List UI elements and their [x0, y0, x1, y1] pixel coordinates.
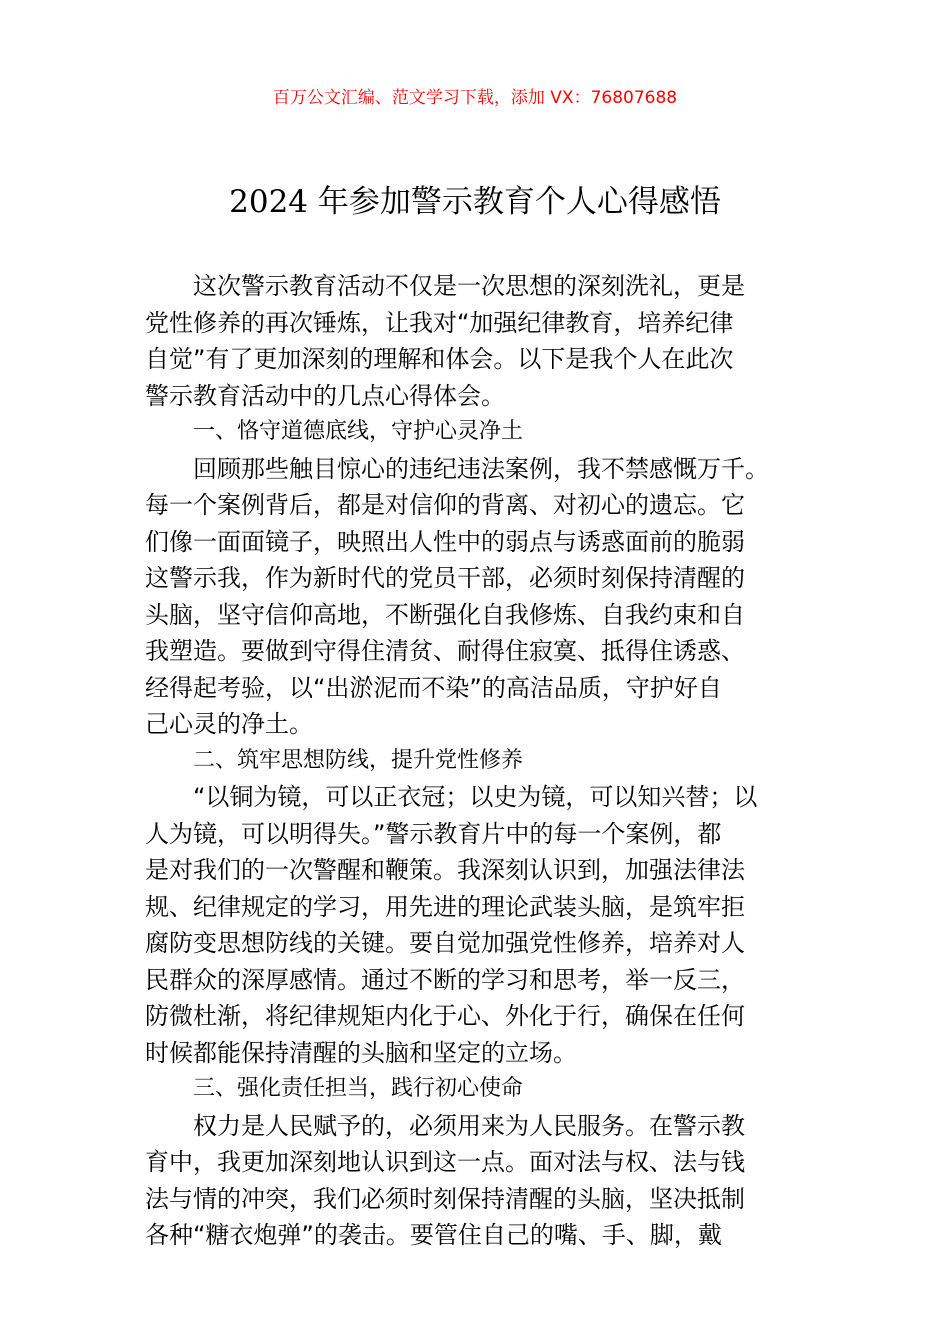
section-heading: 二、筑牢思想防线，提升党性修养 — [193, 747, 524, 773]
paragraph-line: 是对我们的一次警醒和鞭策。我深刻认识到，加强法律法 — [145, 856, 745, 884]
paragraph-line: 己心灵的净土。 — [145, 710, 313, 738]
paragraph-line: 警示教育活动中的几点心得体会。 — [145, 381, 505, 410]
paragraph-line: 腐防变思想防线的关键。要自觉加强党性修养，培养对人 — [145, 929, 745, 957]
watermark-text: 百万公文汇编、范文学习下载，添加 VX：76807688 — [272, 88, 678, 108]
paragraph-line: 人为镜，可以明得失。”警示教育片中的每一个案例，都 — [145, 819, 722, 848]
paragraph-line: 自觉”有了更加深刻的理解和体会。以下是我个人在此次 — [145, 345, 734, 373]
paragraph-line: 民群众的深厚感情。通过不断的学习和思考，举一反三， — [145, 965, 745, 994]
paragraph-line: “以铜为镜，可以正衣冠；以史为镜，可以知兴替；以 — [193, 783, 758, 811]
paragraph-line: 头脑，坚守信仰高地，不断强化自我修炼、自我约束和自 — [145, 600, 745, 629]
paragraph-line: 这次警示教育活动不仅是一次思想的深刻洗礼，更是 — [193, 272, 745, 300]
paragraph-line: 每一个案例背后，都是对信仰的背离、对初心的遗忘。它 — [145, 491, 745, 519]
paragraph-line: 回顾那些触目惊心的违纪违法案例，我不禁感慨万千。 — [193, 454, 769, 483]
document-body — [145, 268, 807, 1254]
paragraph-line: 育中，我更加深刻地认识到这一点。面对法与权、法与钱 — [145, 1148, 745, 1176]
paragraph-line: 权力是人民赋予的，必须用来为人民服务。在警示教 — [193, 1111, 745, 1140]
section-heading: 三、强化责任担当，践行初心使命 — [193, 1076, 524, 1101]
paragraph-line: 我塑造。要做到守得住清贫、耐得住寂寞、抵得住诱惑、 — [145, 637, 745, 665]
paragraph-line: 党性修养的再次锤炼，让我对“加强纪律教育，培养纪律 — [145, 308, 734, 337]
paragraph-line: 防微杜渐，将纪律规矩内化于心、外化于行，确保在任何 — [145, 1002, 745, 1030]
paragraph-line: 经得起考验，以“出淤泥而不染”的高洁品质，守护好自 — [145, 673, 722, 702]
paragraph-line: 规、纪律规定的学习，用先进的理论武装头脑，是筑牢拒 — [145, 892, 745, 921]
paragraph-line: 时候都能保持清醒的头脑和坚定的立场。 — [145, 1038, 577, 1067]
page-title: 2024 年参加警示教育个人心得感悟 — [229, 184, 721, 220]
paragraph-line: 各种“糖衣炮弹”的袭击。要管住自己的嘴、手、脚，戴 — [145, 1221, 722, 1249]
paragraph-line: 法与情的冲突，我们必须时刻保持清醒的头脑，坚决抵制 — [145, 1184, 745, 1213]
paragraph-line: 们像一面面镜子，映照出人性中的弱点与诱惑面前的脆弱 — [145, 527, 745, 556]
paragraph-line: 这警示我，作为新时代的党员干部，必须时刻保持清醒的 — [145, 564, 745, 592]
section-heading: 一、恪守道德底线，守护心灵净土 — [193, 419, 524, 444]
